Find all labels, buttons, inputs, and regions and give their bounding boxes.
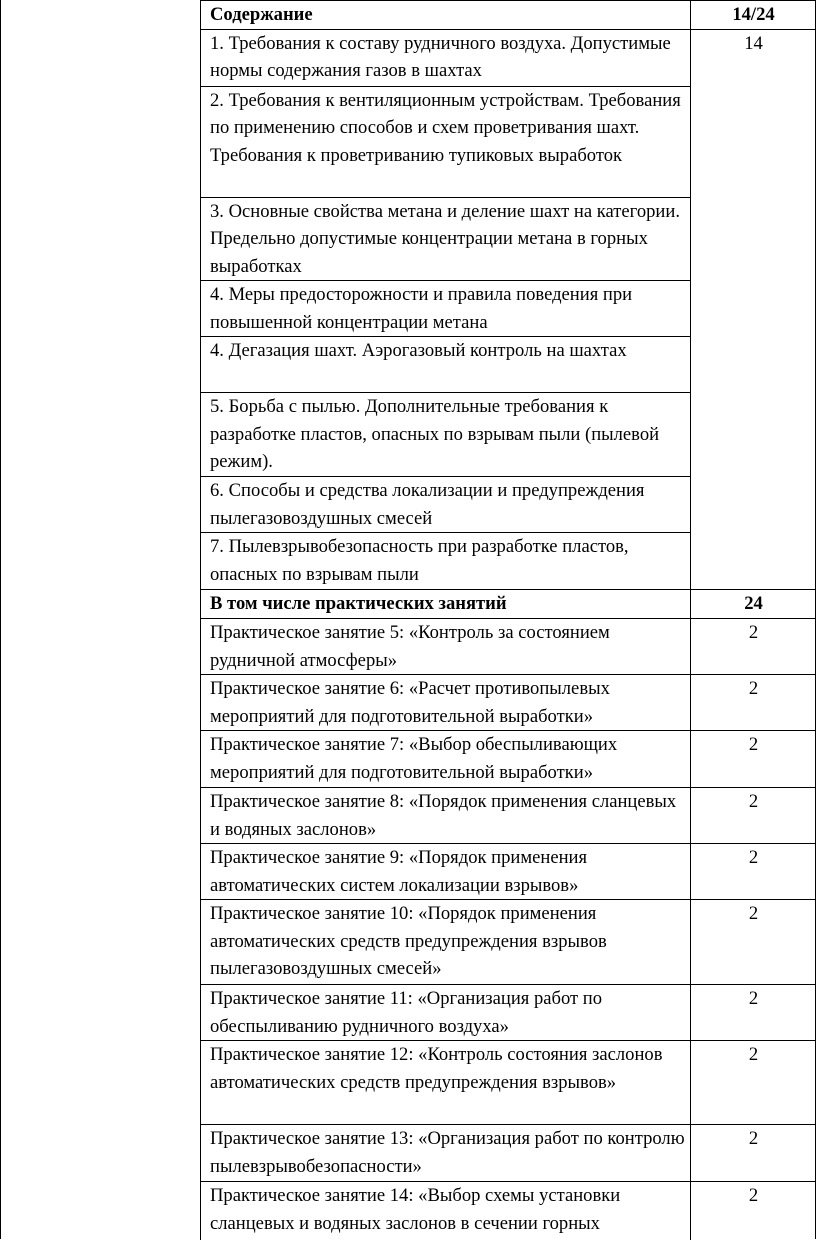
content-row	[201, 533, 816, 590]
practical-row	[201, 900, 816, 985]
practical-item: Практическое занятие 10: «Порядок применения автоматических средств предупреждения взрывов пылегазовоздушных смесей»	[201, 900, 691, 985]
practical-item-hours: 2	[691, 985, 816, 1041]
practical-item-hours: 2	[691, 731, 816, 788]
content-item: 2. Требования к вентиляционным устройствам. Требования по применению способов и схем проветривания шахт. Требования к проветриванию тупиковых выработок	[201, 87, 691, 198]
table-header-row	[201, 1, 816, 30]
practical-title: В том числе практических занятий	[201, 590, 691, 619]
practical-item: Практическое занятие 11: «Организация работ по обеспыливанию рудничного воздуха»	[201, 985, 691, 1041]
practical-item-hours: 2	[691, 1182, 816, 1240]
practical-row	[201, 1041, 816, 1125]
content-item: 4. Дегазация шахт. Аэрогазовый контроль на шахтах	[201, 337, 691, 393]
practical-item-hours: 2	[691, 844, 816, 900]
practical-item: Практическое занятие 8: «Порядок применения сланцевых и водяных заслонов»	[201, 788, 691, 844]
content-item: 5. Борьба с пылью. Дополнительные требования к разработке пластов, опасных по взрывам пыли (пылевой режим).	[201, 393, 691, 477]
curriculum-table	[200, 0, 816, 1240]
content-item: 4. Меры предосторожности и правила поведения при повышенной концентрации метана	[201, 281, 691, 337]
section-hours: 14/24	[691, 1, 816, 30]
practical-row	[201, 788, 816, 844]
practical-row	[201, 844, 816, 900]
practical-row	[201, 731, 816, 788]
practical-item-hours: 2	[691, 675, 816, 731]
practical-item: Практическое занятие 5: «Контроль за состоянием рудничной атмосферы»	[201, 619, 691, 675]
practical-item: Практическое занятие 13: «Организация работ по контролю пылевзрывобезопасности»	[201, 1125, 691, 1182]
practical-item-hours: 2	[691, 619, 816, 675]
content-item: 6. Способы и средства локализации и предупреждения пылегазовоздушных смесей	[201, 477, 691, 533]
practical-row	[201, 675, 816, 731]
practical-hours: 24	[691, 590, 816, 619]
practical-item: Практическое занятие 9: «Порядок применения автоматических систем локализации взрывов»	[201, 844, 691, 900]
section-title: Содержание	[201, 1, 691, 30]
practical-row	[201, 985, 816, 1041]
content-item: 3. Основные свойства метана и деление шахт на категории. Предельно допустимые концентрации метана в горных выработках	[201, 198, 691, 281]
content-hours: 14	[691, 30, 816, 87]
practical-item: Практическое занятие 7: «Выбор обеспыливающих мероприятий для подготовительной выработки»	[201, 731, 691, 788]
content-item: 1. Требования к составу рудничного воздуха. Допустимые нормы содержания газов в шахтах	[201, 30, 691, 87]
practical-header-row	[201, 590, 816, 619]
content-row	[201, 393, 816, 477]
practical-item: Практическое занятие 12: «Контроль состояния заслонов автоматических средств предупреждения взрывов»	[201, 1041, 691, 1125]
practical-item-hours: 2	[691, 1125, 816, 1182]
practical-row	[201, 619, 816, 675]
practical-row	[201, 1182, 816, 1240]
practical-item-hours: 2	[691, 788, 816, 844]
content-row	[201, 198, 816, 281]
content-row	[201, 87, 816, 198]
content-row	[201, 30, 816, 87]
content-row	[201, 281, 816, 337]
practical-item-hours: 2	[691, 900, 816, 985]
practical-item-hours: 2	[691, 1041, 816, 1125]
content-row	[201, 477, 816, 533]
practical-row	[201, 1125, 816, 1182]
content-row	[201, 337, 816, 393]
left-column	[0, 0, 201, 1239]
practical-item: Практическое занятие 6: «Расчет противопылевых мероприятий для подготовительной выработки»	[201, 675, 691, 731]
practical-item: Практическое занятие 14: «Выбор схемы установки сланцевых и водяных заслонов в сечении горных	[201, 1182, 691, 1240]
content-item: 7. Пылевзрывобезопасность при разработке пластов, опасных по взрывам пыли	[201, 533, 691, 590]
